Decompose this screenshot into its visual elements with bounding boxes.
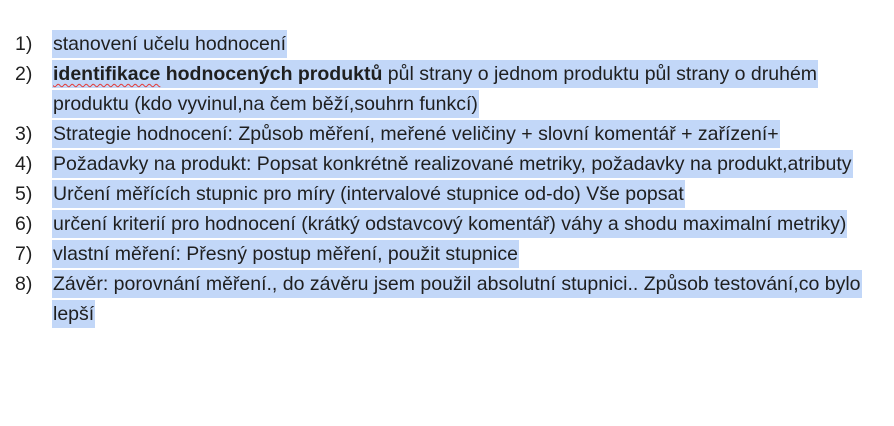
list-item-text[interactable]: vlastní měření: Přesný postup měření, použit stupnice <box>52 240 519 268</box>
list-number: 6) <box>15 213 33 235</box>
list-number: 8) <box>15 273 33 295</box>
list-item-text[interactable]: určení kriterií pro hodnocení (krátký odstavcový komentář) váhy a shodu maximalní metriky) <box>52 210 847 238</box>
list-item-2[interactable] <box>0 59 894 119</box>
list-item-3[interactable] <box>0 119 894 149</box>
list-item-7[interactable] <box>0 239 894 269</box>
bold-text[interactable]: hodnocených produktů <box>160 63 383 85</box>
list-item-text[interactable]: stanovení učelu hodnocení <box>52 30 287 58</box>
list-number: 3) <box>15 123 33 145</box>
list-item-4[interactable] <box>0 149 894 179</box>
list-item-1[interactable] <box>0 29 894 59</box>
document-body <box>0 29 894 329</box>
list-number: 1) <box>15 33 33 55</box>
list-item-5[interactable] <box>0 179 894 209</box>
misspelled-word[interactable]: identifikace <box>53 63 161 85</box>
list-item-text[interactable]: Závěr: porovnání měření., do závěru jsem použil absolutní stupnici.. Způsob testování,co bylo lepší <box>52 270 862 328</box>
list-number: 7) <box>15 243 33 265</box>
list-item-6[interactable] <box>0 209 894 239</box>
list-item-text[interactable]: Určení měřících stupnic pro míry (intervalové stupnice od-do) Vše popsat <box>52 180 685 208</box>
list-number: 2) <box>15 63 33 85</box>
list-item-text[interactable]: Požadavky na produkt: Popsat konkrétně realizované metriky, požadavky na produkt,atributy <box>52 150 853 178</box>
list-item-8[interactable] <box>0 269 894 329</box>
list-item-text[interactable]: Strategie hodnocení: Způsob měření, meřené veličiny + slovní komentář + zařízení+ <box>52 120 780 148</box>
list-number: 5) <box>15 183 33 205</box>
list-item-text[interactable]: půl strany o jednom produktu půl strany o druhém produktu (kdo vyvinul,na čem běží,souhrn funkcí) <box>53 63 818 115</box>
list-number: 4) <box>15 153 33 175</box>
